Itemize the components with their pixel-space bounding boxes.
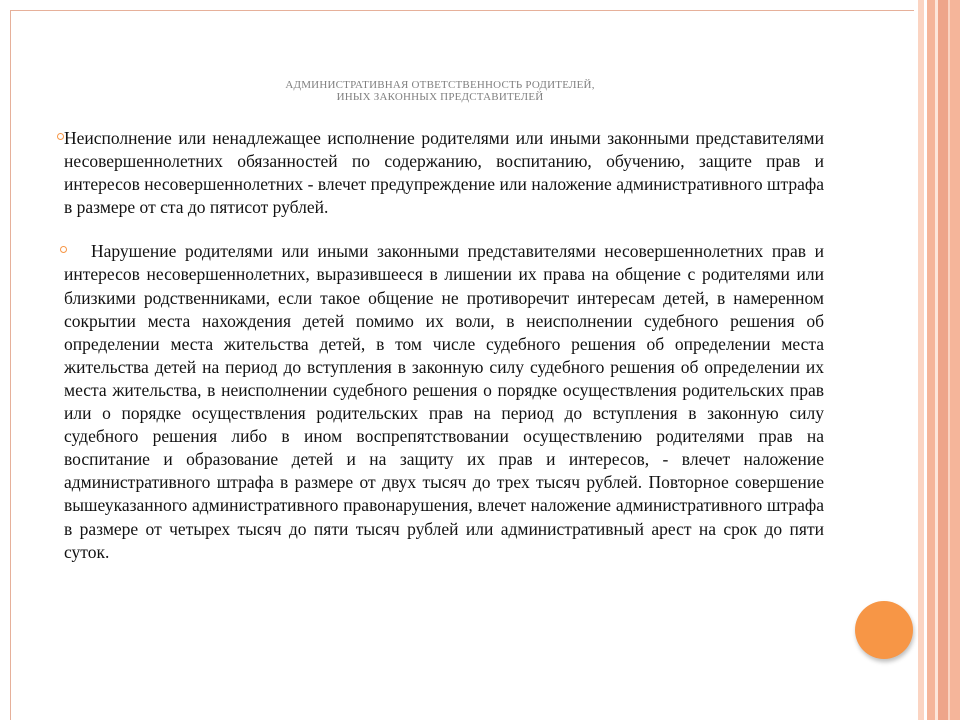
paragraph-text: Неисполнение или ненадлежащее исполнение родителями или иными законными представителями несовершеннолетних обязанностей по содержанию, воспитанию, обучению, защите прав и интересов несовершеннолетних - влечет предупреждение или наложение административного штрафа в размере от ста до пятисот рублей. xyxy=(64,128,824,218)
slide-title xyxy=(60,79,820,103)
title-line-2: ИНЫХ ЗАКОННЫХ ПРЕДСТАВИТЕЛЕЙ xyxy=(336,91,544,103)
bullet-icon xyxy=(57,133,64,140)
slide-body xyxy=(64,127,824,564)
list-item xyxy=(64,240,824,563)
decorative-stripes xyxy=(918,0,960,720)
orange-circle-icon xyxy=(855,601,913,659)
stripe xyxy=(938,0,948,720)
stripe xyxy=(927,0,935,720)
stripe xyxy=(950,0,960,720)
title-line-1: АДМИНИСТРАТИВНАЯ ОТВЕТСТВЕННОСТЬ РОДИТЕЛЕЙ, xyxy=(285,79,595,91)
list-item xyxy=(64,127,824,219)
paragraph-text: Нарушение родителями или иными законными представителями несовершеннолетних прав и интересов несовершеннолетних, выразившееся в лишении их права на общение с родителями или близкими родственниками, если такое общение не противоречит интересам детей, в намеренном сокрытии места нахождения детей помимо их воли, в неисполнении судебного решения об определении места жительства детей, в том числе судебного решения об определении места жительства детей на период до вступления в законную силу судебного решения об определении их места жительства, в неисполнении судебного решения о порядке осуществления родительских прав или о порядке осуществления родительских прав на период до вступления в законную силу судебного решения либо в ином воспрепятствовании осуществлению родителями прав на воспитание и образование детей и на защиту их прав и интересов, - влечет наложение административного штрафа в размере от двух тысяч до трех тысяч рублей. Повторное совершение вышеуказанного административного правонарушения, влечет наложение административного штрафа в размере от четырех тысяч до пяти тысяч рублей или административный арест на срок до пяти суток. xyxy=(64,241,824,562)
